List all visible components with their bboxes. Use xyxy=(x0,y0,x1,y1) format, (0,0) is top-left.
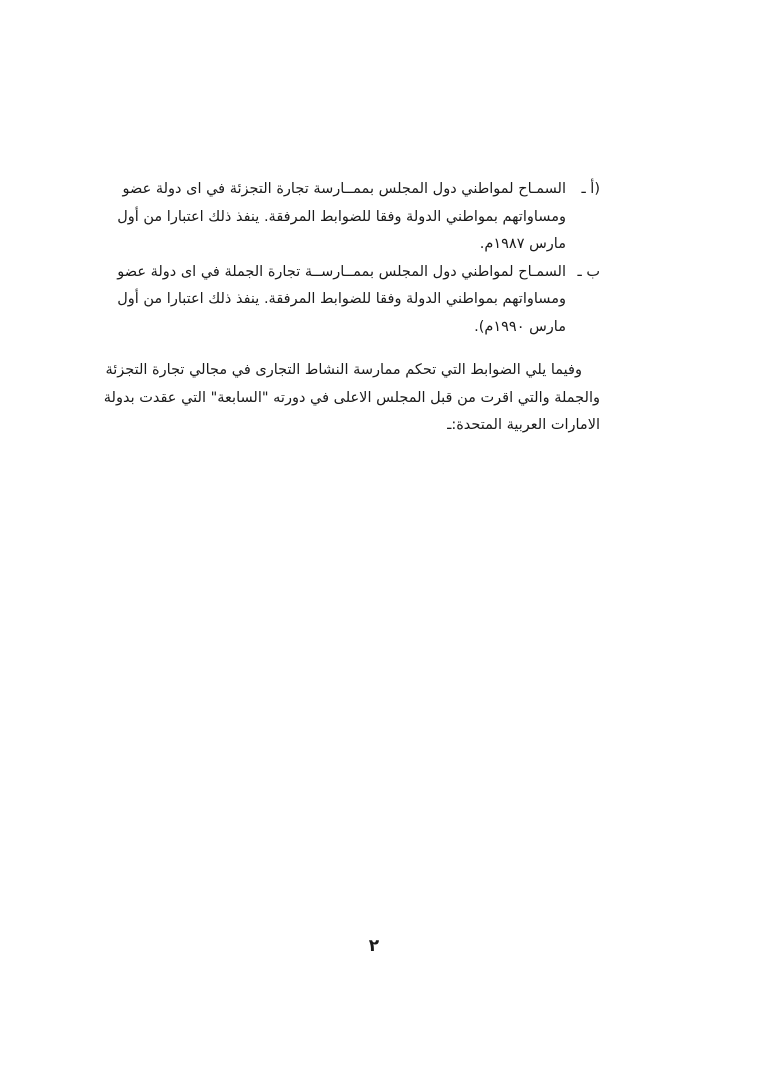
text-line: وفيما يلي الضوابط التي تحكم ممارسة النشاط التجارى في مجالي تجارة التجزئة xyxy=(105,362,582,378)
list-item-alif xyxy=(117,176,600,259)
text-line: ومساواتهم بمواطني الدولة وفقا للضوابط المرفقة. ينفذ ذلك اعتبارا من أول xyxy=(117,291,566,307)
text-line: والجملة والتي اقرت من قبل المجلس الاعلى في دورته "السابعة" التي عقدت بدولة xyxy=(103,389,600,406)
list-item-ba xyxy=(117,259,600,342)
text-line: الامارات العربية المتحدة:ـ xyxy=(447,417,600,433)
text-line: ومساواتهم بمواطني الدولة وفقا للضوابط المرفقة. ينفذ ذلك اعتبارا من أول xyxy=(117,208,566,225)
text-line: السمـاح لمواطني دول المجلس بممــارسة تجارة التجزئة في اى دولة عضو xyxy=(122,181,566,197)
text-line: مارس ١٩٩٠م). xyxy=(474,318,566,335)
page-number: ٢ xyxy=(368,936,380,956)
list-marker: ب ـ xyxy=(577,263,600,280)
text-line: مارس ١٩٨٧م. xyxy=(479,236,566,252)
body-paragraph xyxy=(103,357,600,440)
list-marker: (أ ـ xyxy=(581,181,600,197)
text-line: السمـاح لمواطني دول المجلس بممــارســة تجارة الجملة في اى دولة عضو xyxy=(117,263,566,280)
document-body xyxy=(103,176,600,440)
